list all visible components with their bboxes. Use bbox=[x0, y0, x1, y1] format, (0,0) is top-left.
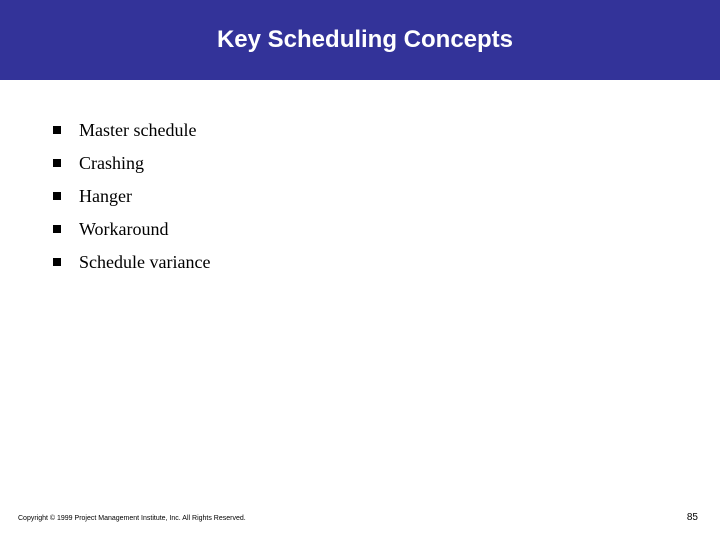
list-item-text: Master schedule bbox=[79, 120, 197, 140]
square-bullet-icon bbox=[53, 225, 61, 233]
list-item-text: Workaround bbox=[79, 219, 169, 239]
title-bar bbox=[0, 0, 720, 80]
square-bullet-icon bbox=[53, 126, 61, 134]
list-item bbox=[52, 183, 210, 216]
list-item-text: Schedule variance bbox=[79, 252, 211, 272]
page-title: Key Scheduling Concepts bbox=[216, 26, 514, 53]
square-bullet-icon bbox=[53, 192, 61, 200]
copyright-notice: Copyright © 1999 Project Management Institute, Inc. All Rights Reserved. bbox=[18, 515, 246, 522]
page-number: 85 bbox=[686, 512, 698, 523]
square-bullet-icon bbox=[53, 159, 61, 167]
list-item bbox=[52, 216, 210, 249]
list-item-text: Hanger bbox=[79, 186, 132, 206]
list-item bbox=[52, 117, 210, 150]
list-item bbox=[52, 249, 210, 282]
square-bullet-icon bbox=[53, 258, 61, 266]
list-item-text: Crashing bbox=[79, 153, 144, 173]
bullet-list bbox=[52, 117, 210, 282]
list-item bbox=[52, 150, 210, 183]
